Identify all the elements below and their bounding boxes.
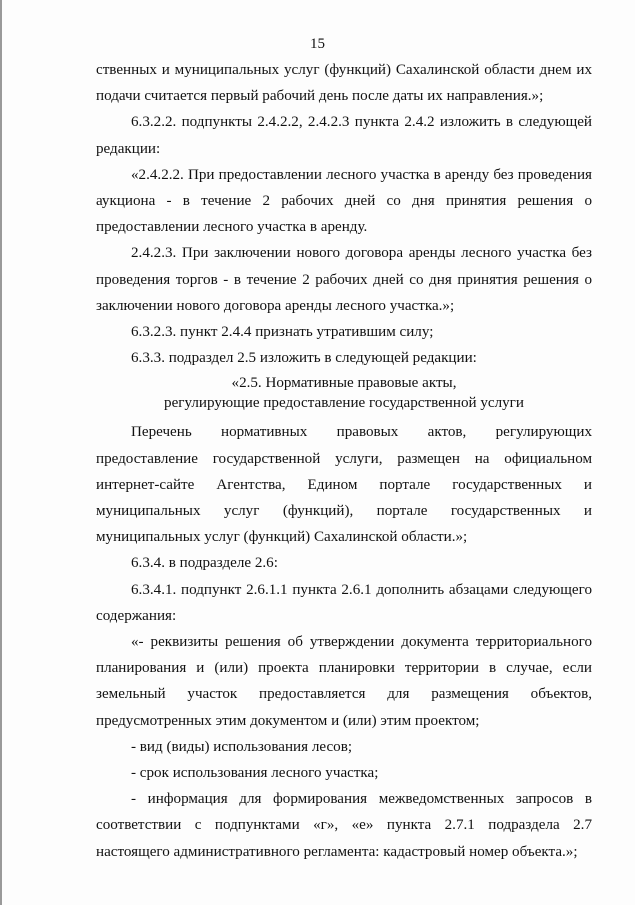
paragraph: Перечень нормативных правовых актов, регулирующих предоставление государственной услуги, размещен на официальном интернет-сайте Агентства, Едином портале государственных и муниципальных услуг (функций), портале государственных и муниципальных услуг (функций) Сахалинской области.»; [96,424,592,546]
paragraph: «- реквизиты решения об утверждении документа территориального планирования и (или) проекта планировки территории в случае, если земельный участок предоставляется для размещения объектов, предусмотренных этим документом и (или) этим проектом; [96,634,592,729]
paragraph: 2.4.2.3. При заключении нового договора аренды лесного участка без проведения торгов - в течение 2 рабочих дней со дня принятия решения о заключении нового договора аренды лесного участка.»; [96,245,592,314]
paragraph: 6.3.2.2. подпункты 2.4.2.2, 2.4.2.3 пункта 2.4.2 изложить в следующей редакции: [96,114,592,157]
document-body [96,57,592,865]
section-heading-line-2: регулирующие предоставление государственной услуги [164,395,524,412]
paragraph: 6.3.3. подраздел 2.5 изложить в следующей редакции: [131,350,477,367]
page-left-edge [0,0,2,905]
paragraph: «2.4.2.2. При предоставлении лесного участка в аренду без проведения аукциона - в течение 2 рабочих дней со дня принятия решения о предоставлении лесного участка в аренду. [96,166,592,236]
paragraph: 6.3.4. в подразделе 2.6: [131,555,278,572]
section-heading-line-1: «2.5. Нормативные правовые акты, [231,375,457,392]
paragraph: 6.3.4.1. подпункт 2.6.1.1 пункта 2.6.1 дополнить абзацами следующего содержания: [96,581,592,624]
list-item: - срок использования лесного участка; [131,765,379,782]
page-number: 15 [310,36,325,52]
list-item: - информация для формирования межведомственных запросов в соответствии с подпунктами «г», «е» пункта 2.7.1 подраздела 2.7 настоящего административного регламента: кадастровый номер объекта.»; [96,791,592,860]
section-heading [96,373,592,413]
paragraph-continuation: ственных и муниципальных услуг (функций) Сахалинской области днем их подачи считается первый рабочий день после даты их направления.»; [96,62,592,105]
list-item: - вид (виды) использования лесов; [131,738,353,755]
paragraph: 6.3.2.3. пункт 2.4.4 признать утратившим силу; [131,324,434,341]
